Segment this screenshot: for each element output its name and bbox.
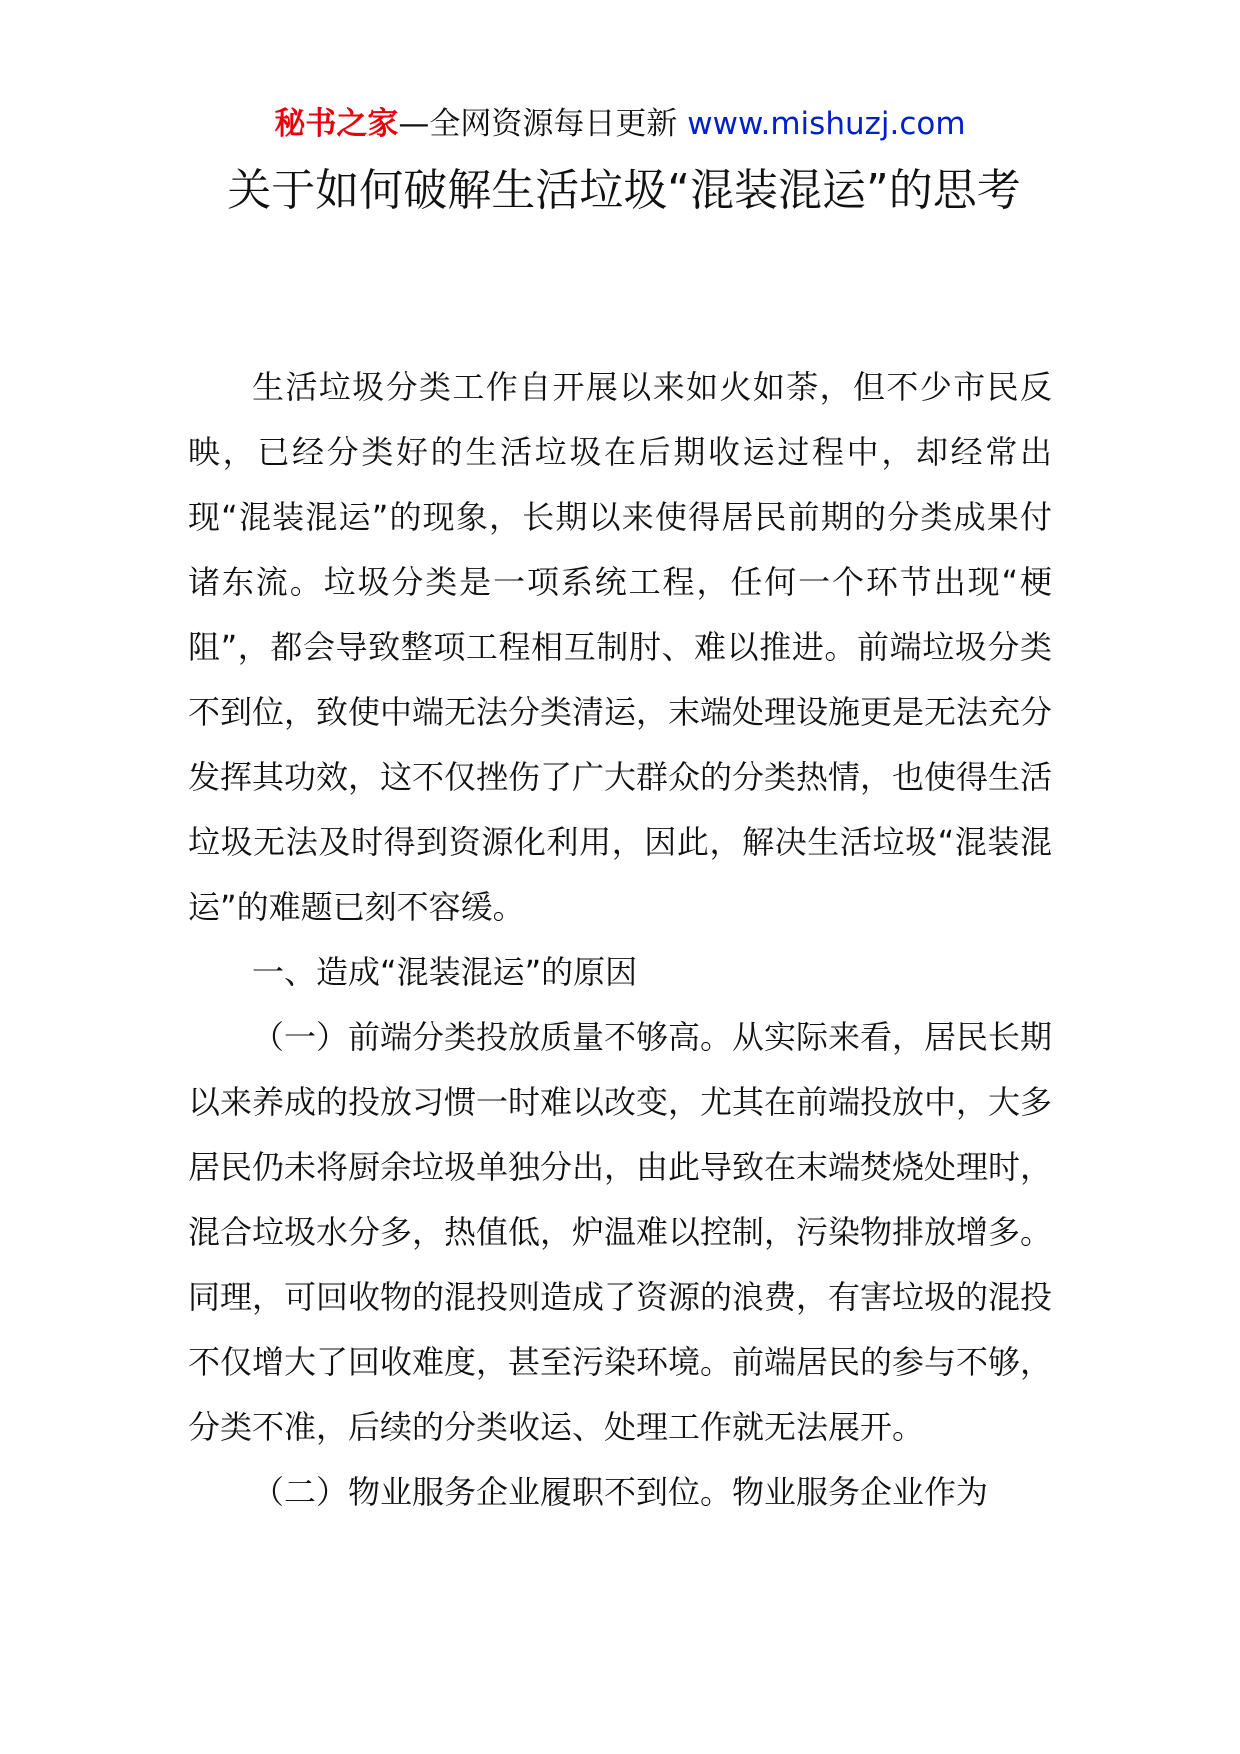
site-url[interactable]: www.mishuzj.com bbox=[687, 106, 966, 142]
subsection-paragraph-1: （一）前端分类投放质量不够高。从实际来看，居民长期以来养成的投放习惯一时难以改变，尤其在前端投放中，大多居民仍未将厨余垃圾单独分出，由此导致在末端焚烧处理时，混合垃圾水分多，热值低，炉温难以控制，污染物排放增多。同理，可回收物的混投则造成了资源的浪费，有害垃圾的混投不仅增大了回收难度，甚至污染环境。前端居民的参与不够，分类不准，后续的分类收运、处理工作就无法展开。 bbox=[188, 1018, 1053, 1446]
document-body bbox=[188, 355, 1052, 1525]
section-heading-1: 一、造成“混装混运”的原因 bbox=[252, 953, 638, 991]
header-tagline: —全网资源每日更新 bbox=[398, 106, 678, 142]
subsection-paragraph-2: （二）物业服务企业履职不到位。物业服务企业作为 bbox=[252, 1473, 989, 1511]
document-title: 关于如何破解生活垃圾“混装混运”的思考 bbox=[227, 165, 1021, 216]
intro-paragraph: 生活垃圾分类工作自开展以来如火如荼，但不少市民反映，已经分类好的生活垃圾在后期收运过程中，却经常出现“混装混运”的现象，长期以来使得居民前期的分类成果付诸东流。垃圾分类是一项系统工程，任何一个环节出现“梗阻”，都会导致整项工程相互制肘、难以推进。前端垃圾分类不到位，致使中端无法分类清运，末端处理设施更是无法充分发挥其功效，这不仅挫伤了广大群众的分类热情，也使得生活垃圾无法及时得到资源化利用，因此，解决生活垃圾“混装混运”的难题已刻不容缓。 bbox=[188, 368, 1053, 926]
brand-name: 秘书之家 bbox=[274, 106, 399, 142]
site-header bbox=[0, 100, 1240, 148]
